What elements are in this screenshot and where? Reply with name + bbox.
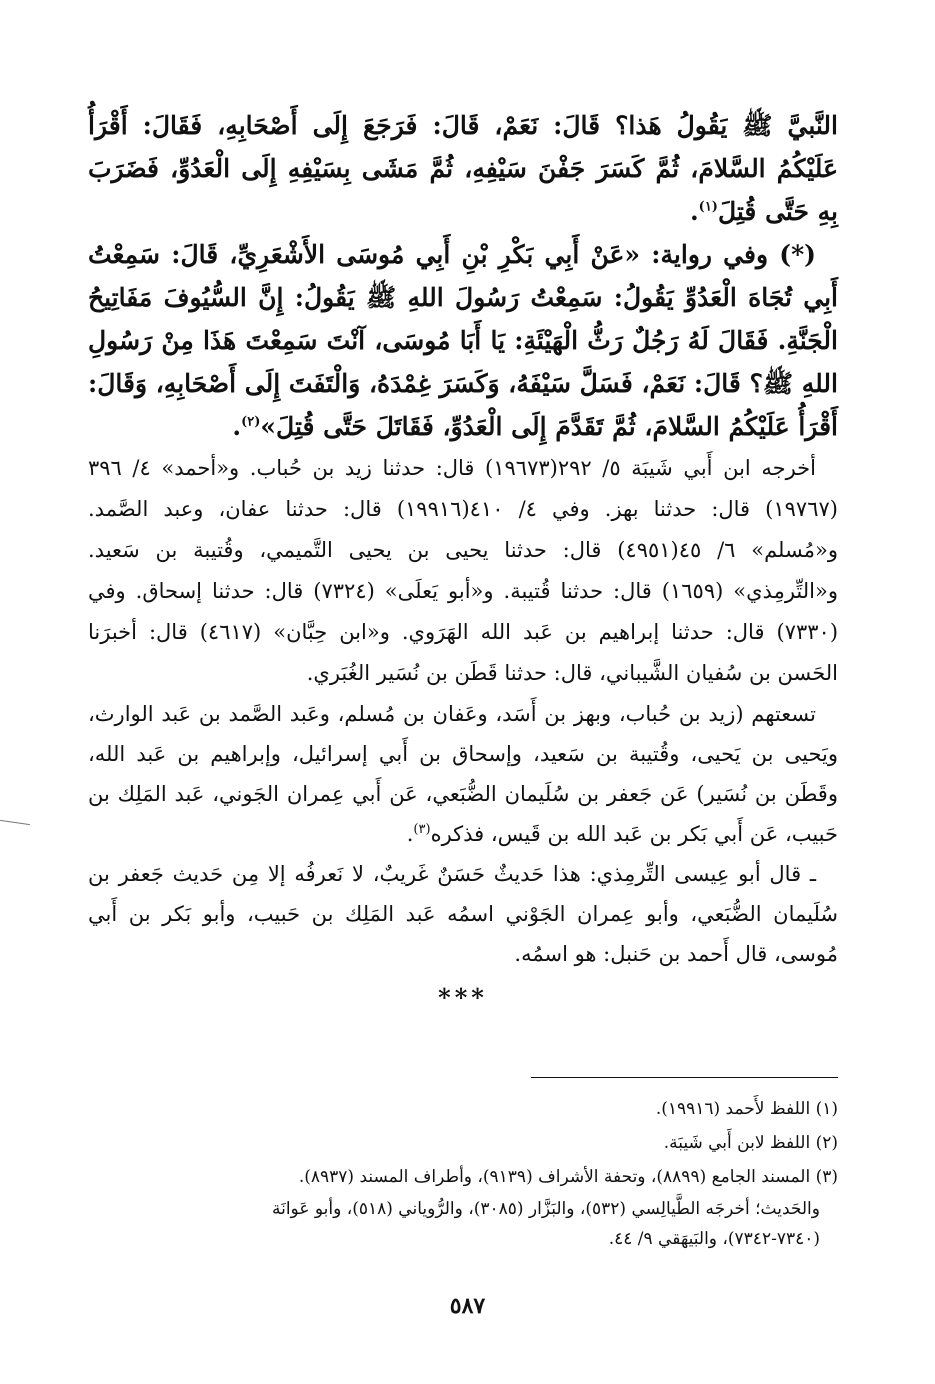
footnote-3-continuation: والحَديث؛ أخرجَه الطَّيالِسي (٥٣٢)، والبَزَّار (٣٠٨٥)، والرُّوياني (٥١٨)، وأبو عَوانَة — [271, 1199, 820, 1219]
footnote-2: (٢) اللفظ لابن أَبي شَيبَة. — [663, 1133, 838, 1153]
section-separator: *** — [438, 983, 488, 1012]
hadith-text-2: (*) وفي رواية: «عَنْ أَبِي بَكْرِ بْنِ أَبِي مُوسَى الأَشْعَرِيِّ، قَالَ: سَمِعْتُ أَبِي تُجَاهَ الْعَدُوِّ يَقُولُ: سَمِعْتُ رَسُولَ اللهِ ﷺ يَقُولُ: إِنَّ السُّيُوفَ مَفَاتِيحُ الْجَنَّةِ. فَقَالَ لَهُ رَجُلٌ رَثُّ الْهَيْئَةِ: يَا أَبَا مُوسَى، آنْتَ سَمِعْتَ هَذَا مِنْ رَسُولِ اللهِ ﷺ؟ قَالَ: نَعَمْ، فَسَلَّ سَيْفَهُ، وَكَسَرَ غِمْدَهُ، وَالْتَفَتَ إِلَى أَصْحَابِهِ، وَقَالَ: أَقْرَأُ عَلَيْكُمُ السَّلامَ، ثُمَّ تَقَدَّمَ إِلَى الْعَدُوِّ، فَقَاتَلَ حَتَّى قُتِلَ» — [88, 240, 838, 441]
tirmidhi-comment-paragraph: ـ قال أبو عِيسى التِّرمِذي: هذا حَديثٌ حَسَنٌ غَريبٌ، لا نَعرفُه إلا مِن حَديث جَعفر بن سُلَيمان الضُّبَعي، وأبو عِمران الجَوْني اسمُه عَبد المَلِك بن حَبيب، وأبو بَكر بن أَبي مُوسى، قال أَحمد بن حَنبل: هو اسمُه. — [88, 862, 838, 966]
main-text-block — [88, 104, 838, 1016]
margin-mark — [0, 820, 30, 825]
isnad-text: تسعتهم (زيد بن حُباب، وبهز بن أَسَد، وعَفان بن مُسلم، وعَبد الصَّمد بن عَبد الوارث، ويَحيى بن يَحيى، وقُتيبة بن سَعيد، وإسحاق بن أَبي إسرائيل، وإبراهيم بن عَبد الله، وقَطَن بن نُسَير) عَن جَعفر بن سُلَيمان الضُّبَعي، عَن أَبي عِمران الجَوني، عَبد المَلِك بن حَبيب، عَن أَبي بَكر بن عَبد الله بن قَيس، فذكره — [88, 702, 838, 846]
hadith-paragraph-variant: (*) وفي رواية: «عَنْ أَبِي بَكْرِ بْنِ أَبِي مُوسَى الأَشْعَرِيِّ، قَالَ: سَمِعْتُ أَبِي تُجَاهَ الْعَدُوِّ يَقُولُ: سَمِعْتُ رَسُولَ اللهِ ﷺ يَقُولُ: إِنَّ السُّيُوفَ مَفَاتِيحُ الْجَنَّةِ. فَقَالَ لَهُ رَجُلٌ رَثُّ الْهَيْئَةِ: يَا أَبَا مُوسَى، آنْتَ سَمِعْتَ هَذَا مِنْ رَسُولِ اللهِ ﷺ؟ قَالَ: نَعَمْ، فَسَلَّ سَيْفَهُ، وَكَسَرَ غِمْدَهُ، وَالْتَفَتَ إِلَى أَصْحَابِهِ، وَقَالَ: أَقْرَأُ عَلَيْكُمُ السَّلامَ، ثُمَّ تَقَدَّمَ إِلَى الْعَدُوِّ، فَقَاتَلَ حَتَّى قُتِلَ»$^{(٢)}$. — [88, 240, 838, 441]
page-number: ٥٨٧ — [449, 1293, 486, 1319]
takhrij-paragraph: أخرجه ابن أَبي شَيبَة ٥/ ٢٩٢(١٩٦٧٣) قال: حدثنا زيد بن حُباب. و«أحمد» ٤/ ٣٩٦ (١٩٧٦٧) قال: حدثنا بهز. وفي ٤/ ٤١٠(١٩٩١٦) قال: حدثنا عفان، وعبد الصَّمد. و«مُسلم» ٦/ ٤٥(٤٩٥١) قال: حدثنا يحيى بن يحيى التَّميمي، وقُتيبة بن سَعيد. و«التِّرمِذي» (١٦٥٩) قال: حدثنا قُتيبة. و«أبو يَعلَى» (٧٣٢٤) قال: حدثنا إسحاق. وفي (٧٣٣٠) قال: حدثنا إبراهيم بن عَبد الله الهَرَوي. و«ابن حِبَّان» (٤٦١٧) قال: أخبرَنا الحَسن بن سُفيان الشَّيباني، قال: حدثنا قَطَن بن نُسَير الغُبَري. — [88, 456, 839, 685]
footnote-ref-1: (١) — [698, 199, 718, 215]
footnote-3: (٣) المسند الجامع (٨٨٩٩)، وتحفة الأشراف (٩١٣٩)، وأطراف المسند (٨٩٣٧). — [298, 1167, 838, 1187]
hadith-text-1: النَّبيَّ ﷺ يَقُولُ هَذا؟ قَالَ: نَعَمْ، قَالَ: فَرَجَعَ إِلَى أَصْحَابِهِ، فَقَالَ: أَقْرَأُ عَلَيْكُمُ السَّلامَ، ثُمَّ كَسَرَ جَفْنَ سَيْفِهِ، ثُمَّ مَشَى بِسَيْفِهِ إِلَى الْعَدُوِّ، فَضَرَبَ بِهِ حَتَّى قُتِلَ — [88, 111, 838, 226]
hadith-paragraph-continuation: النَّبيَّ ﷺ يَقُولُ هَذا؟ قَالَ: نَعَمْ، قَالَ: فَرَجَعَ إِلَى أَصْحَابِهِ، فَقَالَ: أَقْرَأُ عَلَيْكُمُ السَّلامَ، ثُمَّ كَسَرَ جَفْنَ سَيْفِهِ، ثُمَّ مَشَى بِسَيْفِهِ إِلَى الْعَدُوِّ، فَضَرَبَ بِهِ حَتَّى قُتِلَ$^{(١)}$. — [88, 111, 838, 226]
footnotes-block — [100, 1092, 838, 1254]
footnote-divider — [531, 1077, 838, 1078]
isnad-paragraph: تسعتهم (زيد بن حُباب، وبهز بن أَسَد، وعَفان بن مُسلم، وعَبد الصَّمد بن عَبد الوارث، ويَحيى بن يَحيى، وقُتيبة بن سَعيد، وإسحاق بن أَبي إسرائيل، وإبراهيم بن عَبد الله، وقَطَن بن نُسَير) عَن جَعفر بن سُلَيمان الضُّبَعي، عَن أَبي عِمران الجَوني، عَبد المَلِك بن حَبيب، عَن أَبي بَكر بن عَبد الله بن قَيس، فذكره$^{(٣)}$. — [88, 702, 838, 846]
footnote-1: (١) اللفظ لأَحمد (١٩٩١٦). — [655, 1099, 838, 1119]
footnote-ref-2: (٢) — [241, 414, 261, 430]
footnote-3-continuation-2: (٧٣٤٠-٧٣٤٢)، والبَيهَقي ٩/ ٤٤. — [608, 1229, 820, 1249]
footnote-ref-3: (٣) — [413, 822, 431, 837]
